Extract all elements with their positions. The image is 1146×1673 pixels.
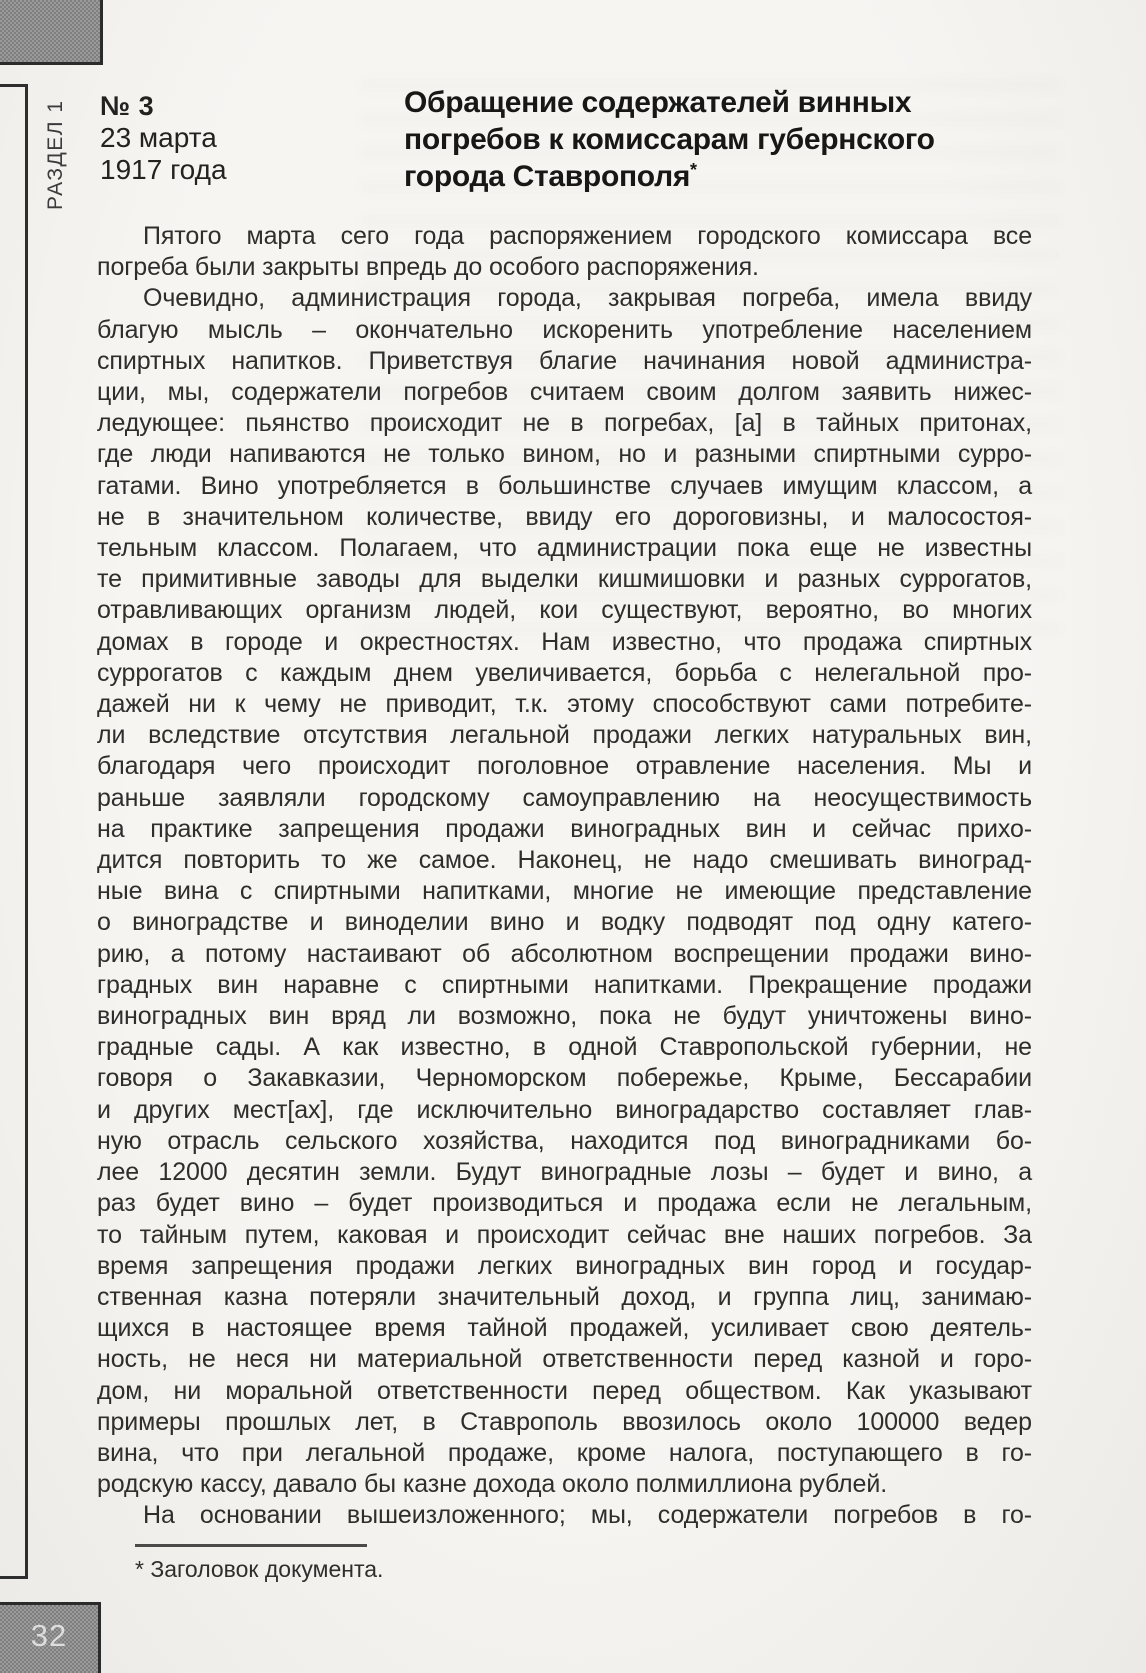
text-line: рию, а потому настаивают об абсолютном воспрещении продажи вино- (97, 939, 1032, 968)
page-frame-border (0, 84, 28, 1579)
paragraph (97, 221, 1032, 283)
document-body (97, 221, 1032, 1532)
text-line: ную отрасль сельского хозяйства, находится под виноградниками бо- (97, 1126, 1032, 1155)
document-number: № 3 (100, 91, 155, 121)
text-line: где люди напиваются не только вином, но и разными спиртными сурро- (97, 440, 1032, 469)
paragraph (97, 283, 1032, 1500)
page-number-box (0, 1602, 101, 1673)
text-line: щихся в настоящее время тайной продажей, усиливает свою деятель- (97, 1314, 1032, 1343)
text-line: примеры прошлых лет, в Ставрополь ввозилось около 100000 ведер (97, 1407, 1032, 1436)
text-line: погреба были закрыты впредь до особого распоряжения. (97, 253, 759, 282)
text-line: раньше заявляли городскому самоуправлению на неосуществимость (97, 783, 1032, 812)
text-line: Очевидно, администрация города, закрывая погреба, имела ввиду (143, 284, 1032, 313)
text-line: ность, не неся ни материальной ответственности перед казной и горо- (97, 1345, 1032, 1374)
page-number: 32 (30, 1618, 68, 1653)
text-line: домах в городе и окрестностях. Нам известно, что продажа спиртных (97, 627, 1032, 656)
text-line: ции, мы, содержатели погребов считаем своим долгом заявить нижес- (97, 378, 1032, 407)
text-line: На основании вышеизложенного; мы, содержатели погребов в го- (143, 1501, 1032, 1530)
text-line: раз будет вино – будет производиться и продажа если не легальным, (97, 1189, 1032, 1218)
text-line: родскую кассу, давало бы казне дохода около полмиллиона рублей. (97, 1470, 888, 1499)
title-line: Обращение содержателей винных (404, 86, 912, 119)
text-line: вина, что при легальной продаже, кроме налога, поступающего в го- (97, 1438, 1032, 1467)
text-line: отравливающих организм людей, кои существуют, вероятно, во многих (97, 596, 1032, 625)
text-line: благодаря чего происходит поголовное отравление населения. Мы и (97, 752, 1032, 781)
document-date-day-month: 23 марта (100, 122, 217, 153)
text-line: ли вследствие отсутствия легальной продажи легких натуральных вин, (97, 721, 1032, 750)
text-line: ледующее: пьянство происходит не в погребах, [а] в тайных притонах, (97, 409, 1032, 438)
text-line: о виноградстве и виноделии вино и водку подводят под одну катего- (97, 908, 1032, 937)
text-line: спиртных напитков. Приветствуя благие начинания новой администра- (97, 346, 1032, 375)
text-line: дится повторить то же самое. Наконец, не надо смешивать виноград- (97, 846, 1032, 875)
text-line: градные сады. А как известно, в одной Ставропольской губернии, не (97, 1033, 1032, 1062)
paragraph (97, 1500, 1032, 1531)
text-line: гатами. Вино употребляется в большинстве случаев имущим классом, а (97, 471, 1032, 500)
text-line: виноградных вин вряд ли возможно, пока не будут уничтожены вино- (97, 1002, 1032, 1031)
text-line: те примитивные заводы для выделки кишмишовки и разных суррогатов, (97, 565, 1032, 594)
text-line: ные вина с спиртными напитками, многие не имеющие представление (97, 877, 1032, 906)
text-line: градных вин наравне с спиртными напитками. Прекращение продажи (97, 970, 1032, 999)
section-label: РАЗДЕЛ 1 (44, 99, 67, 210)
text-line: тельным классом. Полагаем, что администрации пока еще не известны (97, 534, 1032, 563)
text-line: дажей ни к чему не приводит, т.к. этому способствуют сами потребите- (97, 690, 1032, 719)
text-line: суррогатов с каждым днем увеличивается, борьба с нелегальной про- (97, 658, 1032, 687)
footnote-separator (135, 1544, 367, 1547)
text-line: Пятого марта сего года распоряжением городского комиссара все (143, 222, 1032, 250)
title-line: города Ставрополя* (404, 160, 697, 193)
footnote-text: * Заголовок документа. (135, 1556, 384, 1582)
title-line: погребов к комиссарам губернского (404, 123, 935, 156)
document-date-year: 1917 года (100, 154, 227, 185)
text-line: ственная казна потеряли значительный доход, и группа лиц, занимаю- (97, 1282, 1032, 1311)
text-line: лее 12000 десятин земли. Будут виноградные лозы – будет и вино, а (97, 1158, 1032, 1187)
text-line: на практике запрещения продажи виноградных вин и сейчас прихо- (97, 814, 1032, 843)
text-line: время запрещения продажи легких виноградных вин город и государ- (97, 1251, 1032, 1280)
text-line: то тайным путем, каковая и происходит сейчас вне наших погребов. За (97, 1220, 1032, 1249)
text-line: благую мысль – окончательно искоренить употребление населением (97, 315, 1032, 344)
document-title (404, 84, 1054, 195)
text-line: не в значительном количестве, ввиду его дороговизны, и малосостоя- (97, 502, 1032, 531)
text-line: говоря о Закавказии, Черноморском побережье, Крыме, Бессарабии (97, 1064, 1032, 1093)
document-meta (100, 90, 227, 186)
corner-scan-box (0, 0, 103, 65)
footnote-marker: * (690, 160, 697, 180)
text-line: дом, ни моральной ответственности перед обществом. Как указывают (97, 1376, 1032, 1405)
text-line: и других мест[ах], где исключительно виноградарство составляет глав- (97, 1095, 1032, 1124)
